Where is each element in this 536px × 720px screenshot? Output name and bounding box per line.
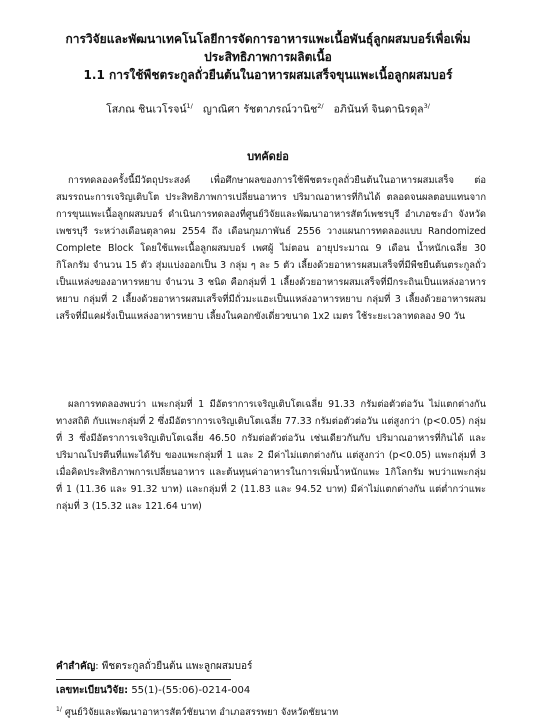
affiliation-text: ศูนย์วิจัยและพัฒนาอาหารสัตว์ชัยนาท อำเภอสรรพยา จังหวัดชัยนาท: [61, 707, 339, 719]
author-2-name: ญาณิศา รัชตาภรณ์วานิช: [202, 103, 318, 116]
author-list: [40, 99, 496, 117]
paper-title-line-3: 1.1 การใช้พืชตระกูลถั่วยืนต้นในอาหารผสมเสร็จขุนแพะเนื้อลูกผสมบอร์: [83, 68, 453, 82]
author-2-sup: 2/: [317, 102, 324, 110]
footnote-divider: [56, 679, 231, 680]
affiliation-footnote: [56, 703, 338, 720]
registration-value: 55(1)-(55:06)-0214-004: [128, 685, 251, 696]
paper-title-line-2: ประสิทธิภาพการผลิตเนื้อ: [204, 50, 332, 64]
author-1-sup: 1/: [186, 102, 193, 110]
author-3-sup: 3/: [423, 102, 430, 110]
affiliation-sup: 1/: [56, 706, 62, 713]
keywords-label: คำสำคัญ: [56, 661, 96, 672]
registration-line: [56, 684, 250, 698]
abstract-paragraph-1: การทดลองครั้งนี้มีวัตถุประสงค์ เพื่อศึกษาผลของการใช้พืชตระกูลถั่วยืนต้นในอาหารผสมเสร็จ ต่อสมรรถนะการเจริญเติบโต ประสิทธิภาพการเปลี่ยนอาหาร ปริมาณอาหารที่กินได้ ตลอดจนผลตอบแทนจากการขุนแพะเนื้อลูกผสมบอร์ ดำเนินการทดลองที่ศูนย์วิจัยและพัฒนาอาหารสัตว์เพชรบุรี อำเภอชะอำ จังหวัดเพชรบุรี ระหว่างเดือนตุลาคม 2554 ถึง เดือนกุมภาพันธ์ 2556 วางแผนการทดลองแบบ Randomized Complete Block โดยใช้แพะเนื้อลูกผสมบอร์ เพศผู้ ไม่ตอน อายุประมาณ 9 เดือน น้ำหนักเฉลี่ย 30 กิโลกรัม จำนวน 15 ตัว สุ่มแบ่งออกเป็น 3 กลุ่ม ๆ ละ 5 ตัว เลี้ยงด้วยอาหารผสมเสร็จที่มีพืชยืนต้นตระกูลถั่ว เป็นแหล่งของอาหารหยาบ จำนวน 3 ชนิด คือกลุ่มที่ 1 เลี้ยงด้วยอาหารผสมเสร็จที่มีกระถินเป็นแหล่งอาหารหยาบ กลุ่มที่ 2 เลี้ยงด้วยอาหารผสมเสร็จที่มีถั่วมะแฮะเป็นแหล่งอาหารหยาบ กลุ่มที่ 3 เลี้ยงด้วยอาหารผสมเสร็จที่มีแคฝรั่งเป็นแหล่งอาหารหยาบ เลี้ยงในคอกขังเดี่ยวขนาด 1x2 เมตร ใช้ระยะเวลาทดลอง 90 วัน: [56, 175, 486, 322]
keywords-text: : พืชตระกูลถั่วยืนต้น แพะลูกผสมบอร์: [95, 661, 253, 672]
registration-label: เลขทะเบียนวิจัย:: [56, 685, 129, 696]
keywords-line: [56, 660, 252, 674]
abstract-heading: บทคัดย่อ: [247, 150, 289, 163]
author-3-name: อภินันท์ จินดานิรดุล: [333, 103, 424, 116]
abstract-paragraph-2: ผลการทดลองพบว่า แพะกลุ่มที่ 1 มีอัตราการเจริญเติบโตเฉลี่ย 91.33 กรัมต่อตัวต่อวัน ไม่แตกต่างกันทางสถิติ กับแพะกลุ่มที่ 2 ซึ่งมีอัตราการเจริญเติบโตเฉลี่ย 77.33 กรัมต่อตัวต่อวัน แต่สูงกว่า (p<0.05) กลุ่มที่ 3 ซึ่งมีอัตราการเจริญเติบโตเฉลี่ย 46.50 กรัมต่อตัวต่อวัน เช่นเดียวกันกับ ปริมาณอาหารที่กินได้ และปริมาณโปรตีนที่แพะได้รับ ของแพะกลุ่มที่ 1 และ 2 มีค่าไม่แตกต่างกัน แต่สูงกว่า (p<0.05) แพะกลุ่มที่ 3 เมื่อคิดประสิทธิภาพการเปลี่ยนอาหาร และต้นทุนค่าอาหารในการเพิ่มน้ำหนักแพะ 1กิโลกรัม พบว่าแพะกลุ่มที่ 1 (11.36 และ 91.32 บาท) และกลุ่มที่ 2 (11.83 และ 94.52 บาท) มีค่าไม่แตกต่างกัน แต่ต่ำกว่าแพะกลุ่มที่ 3 (15.32 และ 121.64 บาท): [56, 399, 486, 512]
paper-title-line-1: การวิจัยและพัฒนาเทคโนโลยีการจัดการอาหารแพะเนื้อพันธุ์ลูกผสมบอร์เพื่อเพิ่ม: [65, 32, 471, 46]
author-1-name: โสภณ ชินเวโรจน์: [106, 103, 187, 116]
